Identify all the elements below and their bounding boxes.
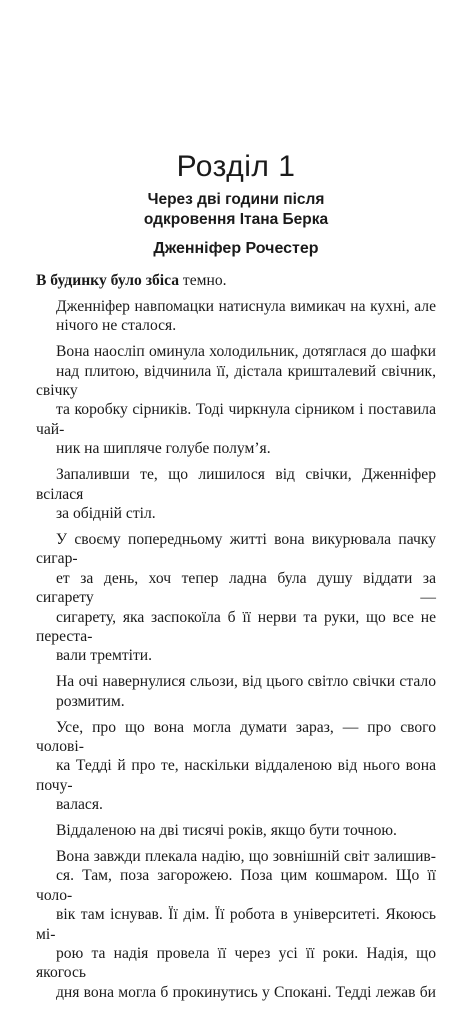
- text-line: сигарету, яка заспокоїла б її нерви та руки, що все не переста-: [36, 608, 436, 645]
- paragraph: [36, 465, 436, 523]
- paragraph-text: темно.: [179, 272, 227, 289]
- paragraph: [36, 847, 436, 1002]
- text-line: вали тремтіти.: [56, 647, 153, 665]
- book-page: [36, 0, 436, 1001]
- text-line: та коробку сірників. Тоді чиркнула сірником і поставила чай-: [36, 401, 436, 438]
- text-line: Вона завжди плекала надію, що зовнішній світ залишив-: [56, 847, 436, 865]
- paragraph: [36, 821, 436, 840]
- text-line: нічого не сталося.: [56, 317, 177, 335]
- paragraph: [36, 718, 436, 815]
- paragraph: [36, 530, 436, 666]
- pov-character-heading: Дженніфер Рочестер: [153, 240, 319, 257]
- chapter-subtitle: [36, 190, 436, 230]
- body-text: [36, 271, 436, 1009]
- lead-bold-text: В будинку було збіса: [36, 272, 179, 289]
- text-line: Віддаленою на дві тисячі років, якщо бути точною.: [56, 822, 397, 840]
- subtitle-line: одкровення Ітана Берка: [143, 211, 329, 228]
- paragraph: [36, 271, 436, 290]
- text-line: Дженніфер навпомацки натиснула вимикач на кухні, але: [56, 297, 436, 315]
- text-line: над плитою, відчинила її, дістала кришталевий свічник, свічку: [36, 362, 436, 400]
- text-line: рою та надія провела її через усі її роки. Надія, що якогось: [36, 945, 436, 982]
- text-line: На очі навернулися сльози, від цього світло свічки стало: [56, 673, 436, 691]
- text-line: за обідній стіл.: [56, 504, 156, 522]
- text-line: валася.: [56, 796, 103, 814]
- text-line: Запаливши те, що лишилося від свічки, Дженніфер всілася: [36, 466, 436, 503]
- text-line: дня вона могла б прокинутись у Спокані. Тедді лежав би: [56, 983, 436, 1001]
- text-line: Вона наосліп оминула холодильник, дотяглася до шафки: [56, 343, 436, 361]
- text-line: ка Тедді й про те, наскільки віддаленою від нього вона почу-: [36, 757, 436, 794]
- paragraph: [36, 342, 436, 458]
- text-line: ся. Там, поза загорожею. Поза цим кошмаром. Що її чоло-: [36, 867, 436, 904]
- text-line: У своєму попередньому житті вона викурювала пачку сигар-: [36, 530, 436, 568]
- paragraph: [36, 672, 436, 711]
- text-line: вік там існував. Її дім. Її робота в університеті. Якоюсь мі-: [36, 906, 436, 943]
- paragraph: [36, 297, 436, 336]
- text-line: ет за день, хоч тепер ладна була душу віддати за сигарету —: [36, 569, 436, 607]
- subtitle-line: Через дві години після: [147, 191, 325, 208]
- text-line: ник на шипляче голубе полум’я.: [56, 440, 271, 458]
- text-line: розмитим.: [56, 692, 125, 710]
- chapter-title: Розділ 1: [176, 150, 296, 183]
- text-line: Усе, про що вона могла думати зараз, — про свого чолові-: [36, 718, 436, 755]
